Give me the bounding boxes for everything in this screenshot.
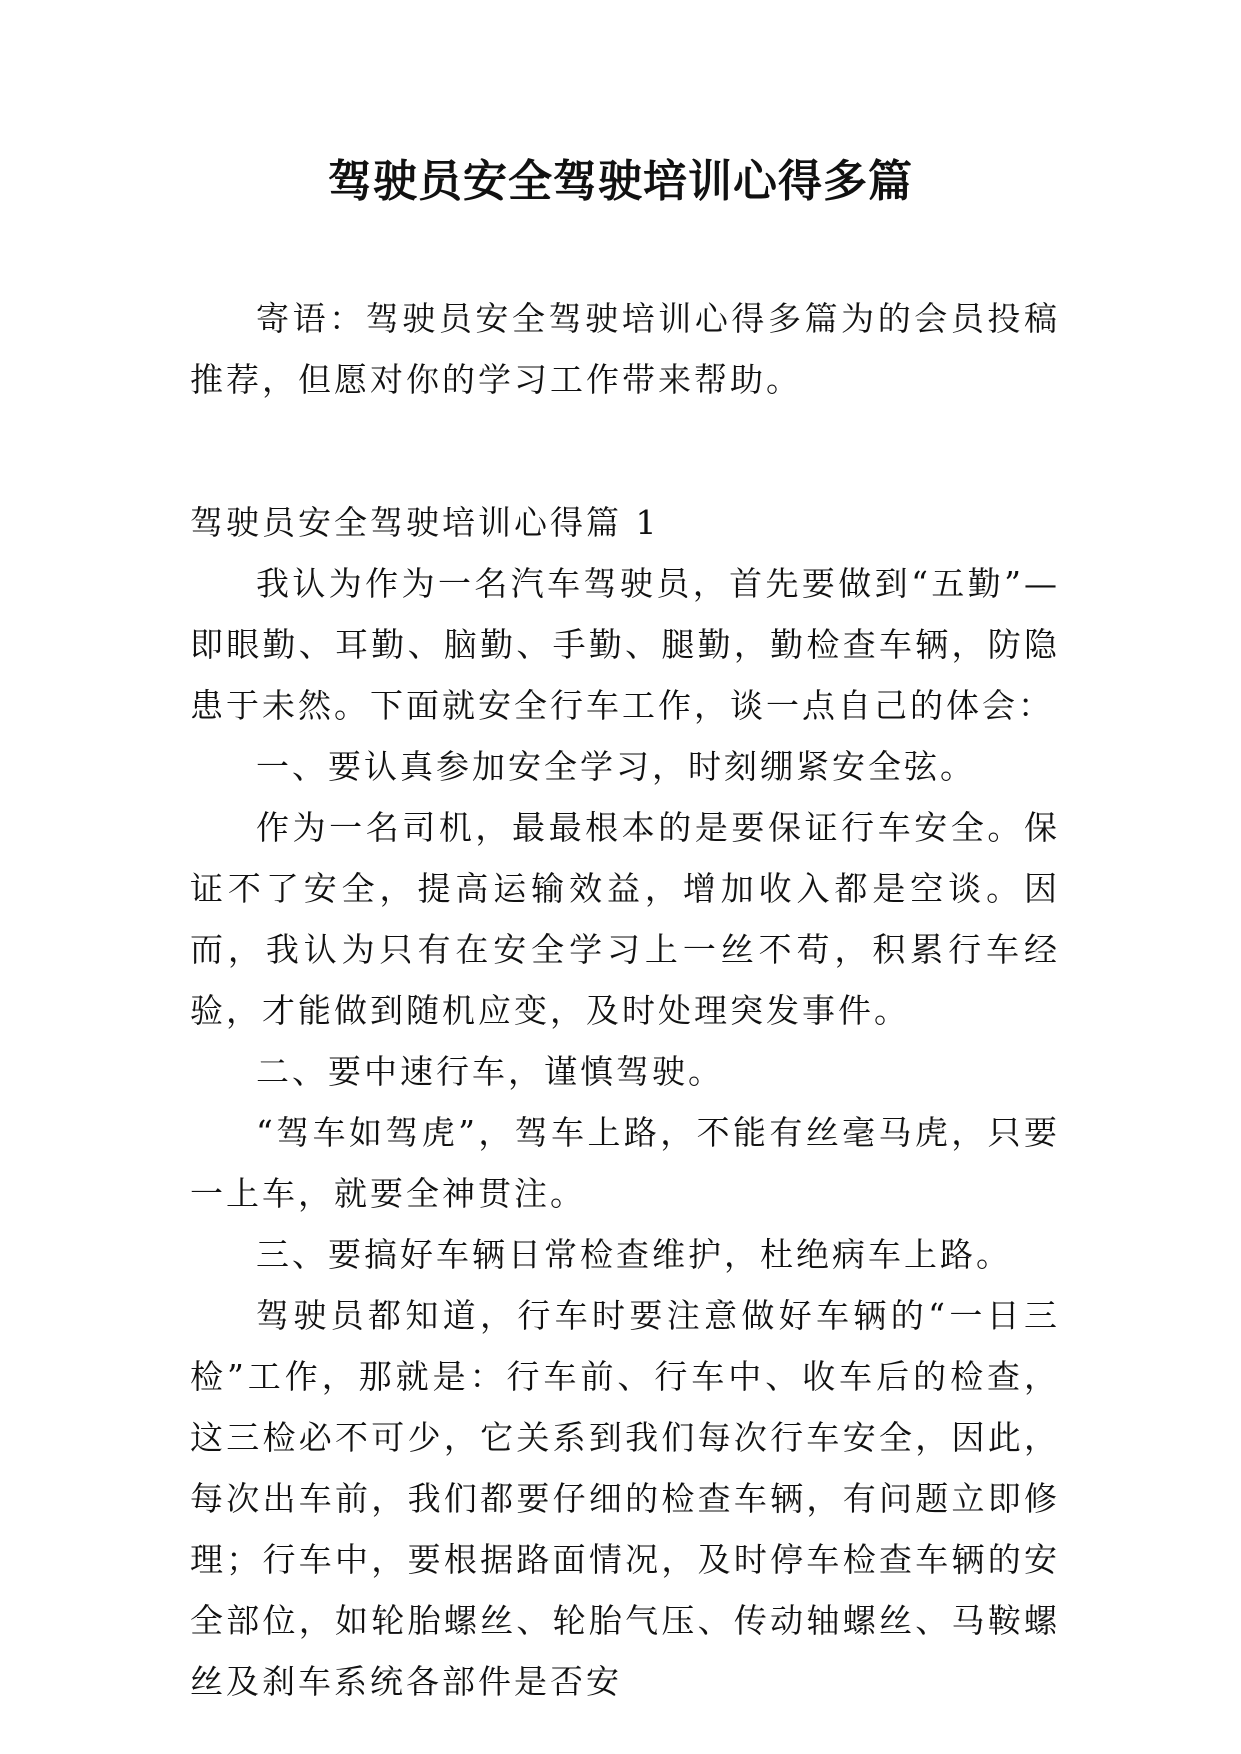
document-title: 驾驶员安全驾驶培训心得多篇 [328,156,913,207]
body-paragraph: 我认为作为一名汽车驾驶员，首先要做到“五勤”—即眼勤、耳勤、脑勤、手勤、腿勤，勤检查车辆，防隐患于未然。下面就安全行车工作，谈一点自己的体会： [190,564,1060,725]
body-paragraph: 驾驶员都知道，行车时要注意做好车辆的“一日三检”工作，那就是：行车前、行车中、收车后的检查，这三检必不可少，它关系到我们每次行车安全，因此，每次出车前，我们都要仔细的检查车辆，有问题立即修理；行车中，要根据路面情况，及时停车检查车辆的安全部位，如轮胎螺丝、轮胎气压、传动轴螺丝、马鞍螺丝及刹车系统各部件是否安 [190,1296,1060,1701]
point-heading: 一、要认真参加安全学习，时刻绷紧安全弦。 [256,747,976,786]
section-heading: 驾驶员安全驾驶培训心得篇 1 [190,503,660,542]
document-body [190,288,1060,1712]
section-gap [190,410,1060,492]
point-heading: 三、要搞好车辆日常检查维护，杜绝病车上路。 [256,1235,1012,1274]
body-paragraph: “驾车如驾虎”，驾车上路，不能有丝毫马虎，只要一上车，就要全神贯注。 [190,1113,1060,1213]
intro-paragraph: 寄语：驾驶员安全驾驶培训心得多篇为的会员投稿推荐，但愿对你的学习工作带来帮助。 [190,299,1060,399]
body-paragraph: 作为一名司机，最最根本的是要保证行车安全。保证不了安全，提高运输效益，增加收入都是空谈。因而，我认为只有在安全学习上一丝不苟，积累行车经验，才能做到随机应变，及时处理突发事件。 [190,808,1060,1030]
point-heading: 二、要中速行车，谨慎驾驶。 [256,1052,724,1091]
